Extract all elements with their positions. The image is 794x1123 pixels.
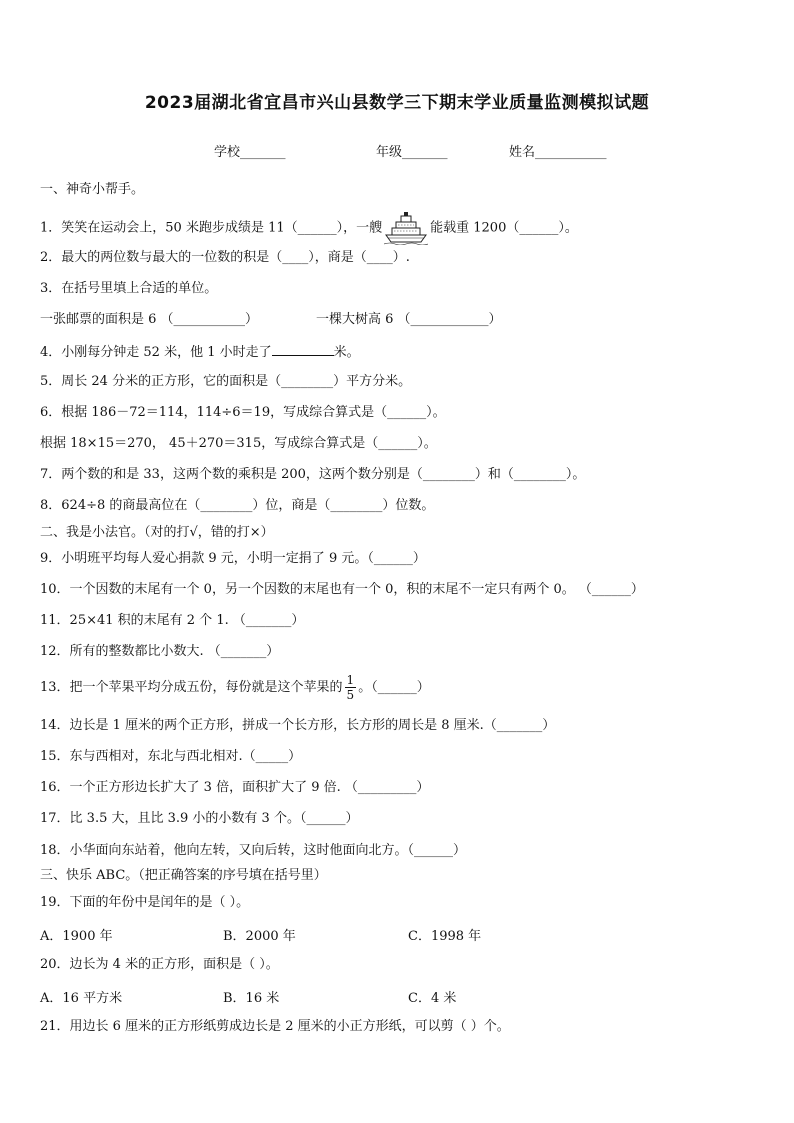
fraction [345, 673, 357, 702]
question-4-text-b: 米。 [333, 345, 360, 360]
question-6-part-a: 6．根据 186－72＝114，114÷6＝19，写成综合算式是（______）。 [40, 405, 446, 420]
question-4-text-a: 4．小刚每分钟走 52 米，他 1 小时走了 [40, 345, 272, 360]
answer-blank[interactable] [272, 342, 334, 356]
fraction-numerator: 1 [346, 673, 355, 687]
fraction-denominator: 5 [346, 688, 355, 702]
question-1 [40, 211, 578, 245]
question-1-text-a: 1．笑笑在运动会上，50 米跑步成绩是 11（______），一艘 [40, 220, 383, 236]
question-21: 21．用边长 6 厘米的正方形纸剪成边长是 2 厘米的小正方形纸，可以剪（ ）个。 [40, 1019, 510, 1034]
question-17: 17．比 3.5 大，且比 3.9 小的小数有 3 个。（______） [40, 811, 359, 826]
student-info-row [0, 141, 794, 161]
question-14: 14．边长是 1 厘米的两个正方形，拼成一个长方形，长方形的周长是 8 厘米.（_______） [40, 718, 556, 733]
question-12: 12．所有的整数都比小数大. （_______） [40, 644, 280, 659]
question-16: 16．一个正方形边长扩大了 3 倍，面积扩大了 9 倍. （_________） [40, 780, 430, 795]
question-1-text-b: 能载重 1200（______）。 [430, 220, 578, 236]
name-field: 姓名___________ [509, 145, 607, 160]
question-2: 2．最大的两位数与最大的一位数的积是（____），商是（____）. [40, 250, 410, 265]
question-18: 18．小华面向东站着，他向左转，又向后转，这时他面向北方。（______） [40, 843, 467, 858]
question-3-part-a: 一张邮票的面积是 6 （___________） [40, 312, 259, 327]
question-5: 5．周长 24 分米的正方形，它的面积是（________）平方分米。 [40, 374, 412, 389]
question-6-part-b: 根据 18×15＝270， 45＋270＝315，写成综合算式是（______）。 [40, 436, 437, 451]
question-3: 3．在括号里填上合适的单位。 [40, 281, 218, 296]
question-7: 7．两个数的和是 33，这两个数的乘积是 200，这两个数分别是（________）和（________）。 [40, 467, 586, 482]
section-3-heading: 三、快乐 ABC。（把正确答案的序号填在括号里） [40, 868, 327, 883]
question-13-text-a: 13．把一个苹果平均分成五份，每份就是这个苹果的 [40, 680, 343, 695]
section-2-heading: 二、我是小法官。（对的打√，错的打×） [40, 525, 274, 540]
question-10: 10．一个因数的末尾有一个 0，另一个因数的末尾也有一个 0，积的末尾不一定只有两个 0。 （______） [40, 582, 644, 597]
question-11: 11．25×41 积的末尾有 2 个 1. （_______） [40, 613, 305, 628]
grade-field: 年级_______ [376, 145, 448, 160]
question-20: 20．边长为 4 米的正方形，面积是（ ）。 [40, 957, 279, 972]
question-20-option-c[interactable]: C．4 米 [408, 991, 457, 1006]
question-3-part-b: 一棵大树高 6 （____________） [316, 312, 502, 327]
school-field: 学校_______ [214, 145, 286, 160]
question-20-option-a[interactable]: A．16 平方米 [40, 991, 123, 1006]
question-19: 19．下面的年份中是闰年的是（ ）。 [40, 895, 250, 910]
question-4 [40, 342, 360, 362]
question-19-option-a[interactable]: A．1900 年 [40, 929, 113, 944]
question-20-option-b[interactable]: B．16 米 [223, 991, 280, 1006]
question-19-option-c[interactable]: C．1998 年 [408, 929, 482, 944]
question-15: 15．东与西相对，东北与西北相对.（_____） [40, 749, 302, 764]
question-13-text-b: 。（______） [358, 680, 430, 695]
question-9: 9．小明班平均每人爱心捐款 9 元，小明一定捐了 9 元。（______） [40, 551, 426, 566]
ship-icon [384, 211, 428, 245]
question-8: 8．624÷8 的商最高位在（________）位，商是（________）位数。 [40, 498, 435, 513]
question-19-option-b[interactable]: B．2000 年 [223, 929, 296, 944]
question-13 [40, 673, 430, 702]
page-title: 2023届湖北省宜昌市兴山县数学三下期末学业质量监测模拟试题 [144, 93, 650, 113]
section-1-heading: 一、神奇小帮手。 [40, 182, 145, 197]
